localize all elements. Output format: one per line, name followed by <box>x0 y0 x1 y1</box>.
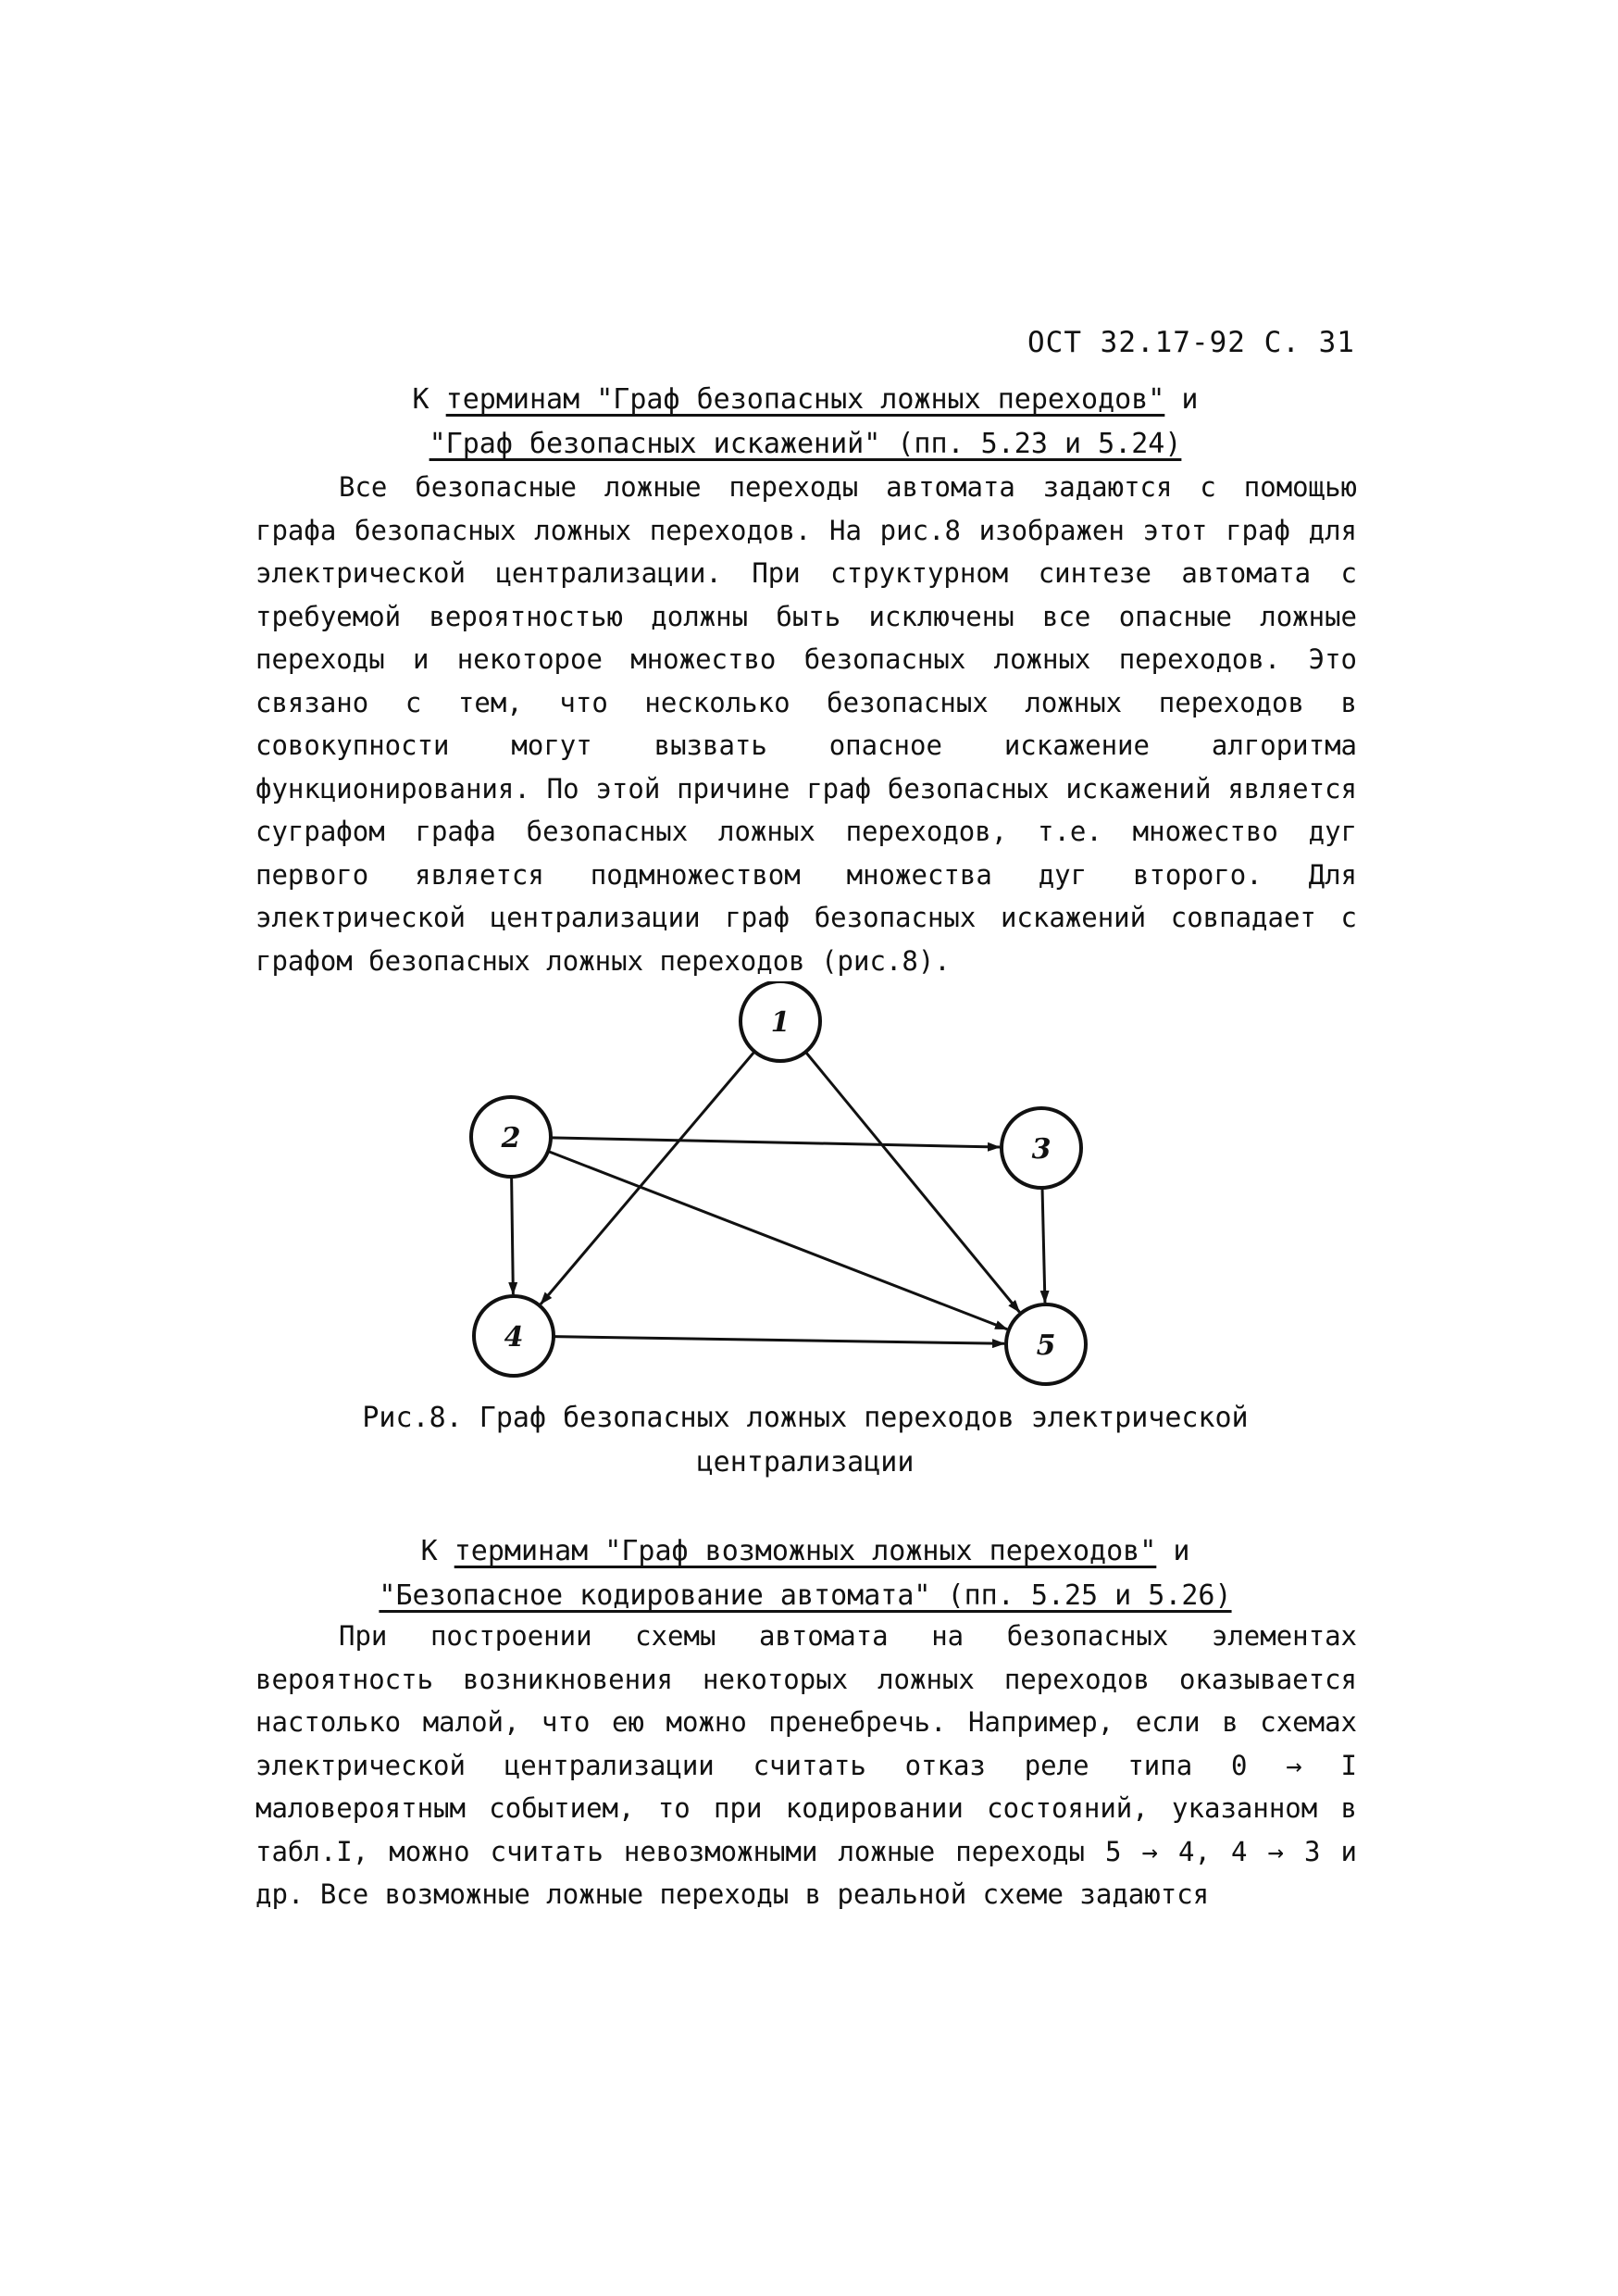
edge-1-4 <box>541 1052 754 1304</box>
section-1-heading-line-1: К терминам "Граф безопасных ложных переходов" и <box>412 383 1199 416</box>
graph-node-label: 2 <box>501 1122 521 1154</box>
graph-edges <box>512 1052 1045 1343</box>
graph-node-label: 1 <box>770 1006 790 1039</box>
figure-caption-line-1: Рис.8. Граф безопасных ложных переходов электрической <box>362 1402 1249 1434</box>
section-1-heading <box>250 378 1361 467</box>
section-2-heading <box>250 1529 1361 1618</box>
page-header: ОСТ 32.17-92 С. 31 <box>1027 326 1355 359</box>
edge-3-5 <box>1042 1188 1045 1303</box>
section-1-heading-line-2: "Граф безопасных искажений" (пп. 5.23 и 5.24) <box>429 428 1182 460</box>
graph-node-4 <box>474 1296 554 1376</box>
figure-caption <box>250 1396 1361 1485</box>
graph-node-label: 4 <box>504 1321 524 1354</box>
graph-node-label: 5 <box>1036 1329 1056 1362</box>
graph-node-5 <box>1006 1304 1086 1384</box>
section-2-paragraph: При построении схемы автомата на безопасных элементах вероятность возникновения некоторых ложных переходов оказывается настолько малой, что ею можно пренебречь. Например, если в схемах электрической централизации считать отказ реле типа 0 → I маловероятным событием, то при кодировании состояний, указанном в табл.I, можно считать невозможными ложные переходы 5 → 4, 4 → 3 и др. Все возможные ложные переходы в реальной схеме задаются <box>255 1620 1357 1910</box>
graph-node-3 <box>1002 1108 1081 1188</box>
graph-node-2 <box>471 1097 551 1177</box>
figure-caption-line-2: централизации <box>696 1446 915 1479</box>
graph-node-label: 3 <box>1031 1133 1052 1166</box>
graph-node-1 <box>741 981 820 1061</box>
section-2-heading-line-1: К терминам "Граф возможных ложных переходов" и <box>420 1535 1190 1567</box>
edge-4-5 <box>554 1337 1004 1344</box>
edge-1-5 <box>805 1052 1019 1312</box>
edge-2-5 <box>548 1152 1007 1329</box>
graph-figure <box>454 981 1120 1389</box>
edge-2-4 <box>512 1177 514 1294</box>
section-1-paragraph: Все безопасные ложные переходы автомата задаются с помощью графа безопасных ложных переходов. На рис.8 изображен этот граф для электрической централизации. При структурном синтезе автомата с требуемой вероятностью должны быть исключены все опасные ложные переходы и некоторое множество безопасных ложных переходов. Это связано с тем, что несколько безопасных ложных переходов в совокупности могут вызвать опасное искажение алгоритма функционирования. По этой причине граф безопасных искажений является суграфом графа безопасных ложных переходов, т.е. множество дуг первого является подмножеством множества дуг второго. Для электрической централизации граф безопасных искажений совпадает с графом безопасных ложных переходов (рис.8). <box>255 471 1357 977</box>
section-2-heading-line-2: "Безопасное кодирование автомата" (пп. 5.25 и 5.26) <box>379 1579 1232 1612</box>
edge-2-3 <box>551 1138 1000 1147</box>
